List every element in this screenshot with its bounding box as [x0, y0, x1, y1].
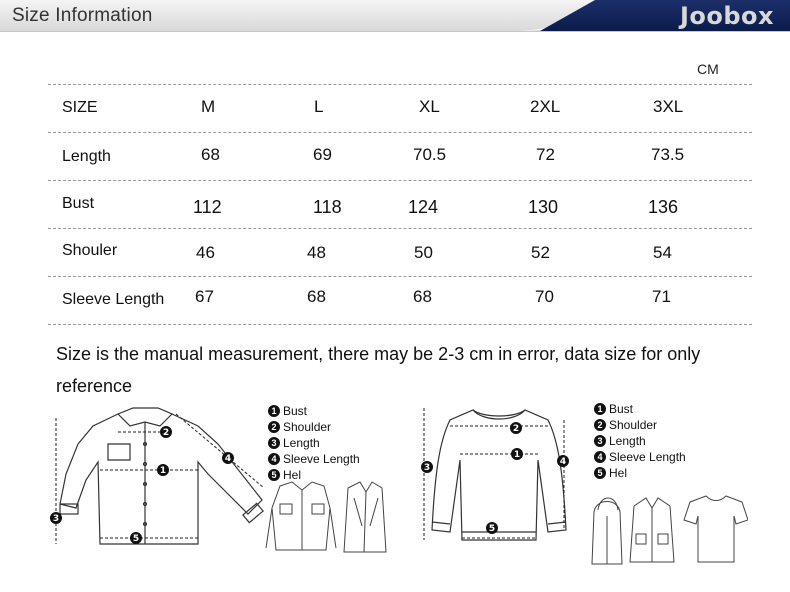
column-header-3xl: 3XL	[653, 97, 684, 116]
table-cell: 136	[648, 197, 679, 217]
table-cell: 69	[313, 145, 332, 164]
column-header-size: SIZE	[62, 99, 98, 116]
marker-hem: 5	[132, 534, 140, 544]
table-cell: 73.5	[651, 145, 685, 164]
row-label-bust: Bust	[62, 195, 95, 212]
table-cell: 68	[201, 145, 220, 164]
table-header-row	[48, 84, 752, 132]
measurement-note	[56, 338, 746, 402]
note-line-1: Size is the manual measurement, there may be 2-3 cm in error, data size for only	[56, 344, 701, 364]
sweater-measurement-diagram	[418, 400, 580, 552]
table-cell: 124	[408, 197, 439, 217]
legend-left	[268, 403, 360, 483]
table-cell: 68	[413, 287, 432, 306]
marker-length: 3	[423, 463, 431, 473]
table-cell: 52	[531, 243, 550, 262]
jacket-sketches-left	[262, 478, 387, 563]
table-cell: 50	[414, 243, 433, 262]
legend-item: 2 Shoulder	[594, 417, 686, 433]
column-header-m: M	[201, 97, 216, 116]
row-label-length: Length	[62, 148, 111, 165]
row-label-sleeve-length: Sleeve Length	[62, 291, 165, 308]
page-title: Size Information	[12, 5, 153, 26]
table-row	[48, 132, 752, 180]
legend-item: 3 Length	[268, 435, 360, 451]
table-cell: 48	[307, 243, 326, 262]
garment-sketches-right	[586, 490, 748, 570]
table-cell: 68	[307, 287, 326, 306]
marker-shoulder: 2	[512, 424, 520, 434]
legend-item: 5 Hel	[268, 467, 360, 483]
shirt-measurement-diagram	[48, 404, 273, 564]
legend-item: 3 Length	[594, 433, 686, 449]
table-row	[48, 276, 752, 325]
table-row	[48, 228, 752, 276]
legend-item: 1 Bust	[268, 403, 360, 419]
table-cell: 70	[535, 287, 554, 306]
legend-item: 4 Sleeve Length	[594, 449, 686, 465]
legend-right	[594, 401, 686, 481]
marker-bust: 1	[159, 466, 167, 476]
table-cell: 71	[652, 287, 671, 306]
legend-item: 2 Shoulder	[268, 419, 360, 435]
table-row	[48, 180, 752, 228]
column-header-2xl: 2XL	[530, 97, 561, 116]
table-cell: 70.5	[413, 145, 447, 164]
column-header-l: L	[314, 97, 324, 116]
brand-logo: Joobox	[679, 2, 774, 30]
header-banner	[0, 0, 790, 32]
table-cell: 67	[195, 287, 214, 306]
table-cell: 130	[528, 197, 559, 217]
unit-label: CM	[697, 61, 719, 77]
size-table	[48, 84, 752, 325]
table-cell: 112	[193, 197, 222, 217]
table-cell: 72	[536, 145, 555, 164]
table-cell: 118	[313, 197, 342, 217]
marker-sleeve: 4	[559, 457, 567, 467]
marker-length: 3	[52, 514, 60, 524]
marker-shoulder: 2	[162, 428, 170, 438]
table-cell: 46	[196, 243, 215, 262]
note-line-2: reference	[56, 376, 133, 396]
column-header-xl: XL	[419, 97, 440, 116]
marker-sleeve: 4	[224, 454, 232, 464]
table-cell: 54	[653, 243, 672, 262]
legend-item: 4 Sleeve Length	[268, 451, 360, 467]
marker-hem: 5	[488, 524, 496, 534]
row-label-shoulder: Shouler	[62, 242, 118, 259]
marker-bust: 1	[513, 450, 521, 460]
legend-item: 5 Hel	[594, 465, 686, 481]
legend-item: 1 Bust	[594, 401, 686, 417]
